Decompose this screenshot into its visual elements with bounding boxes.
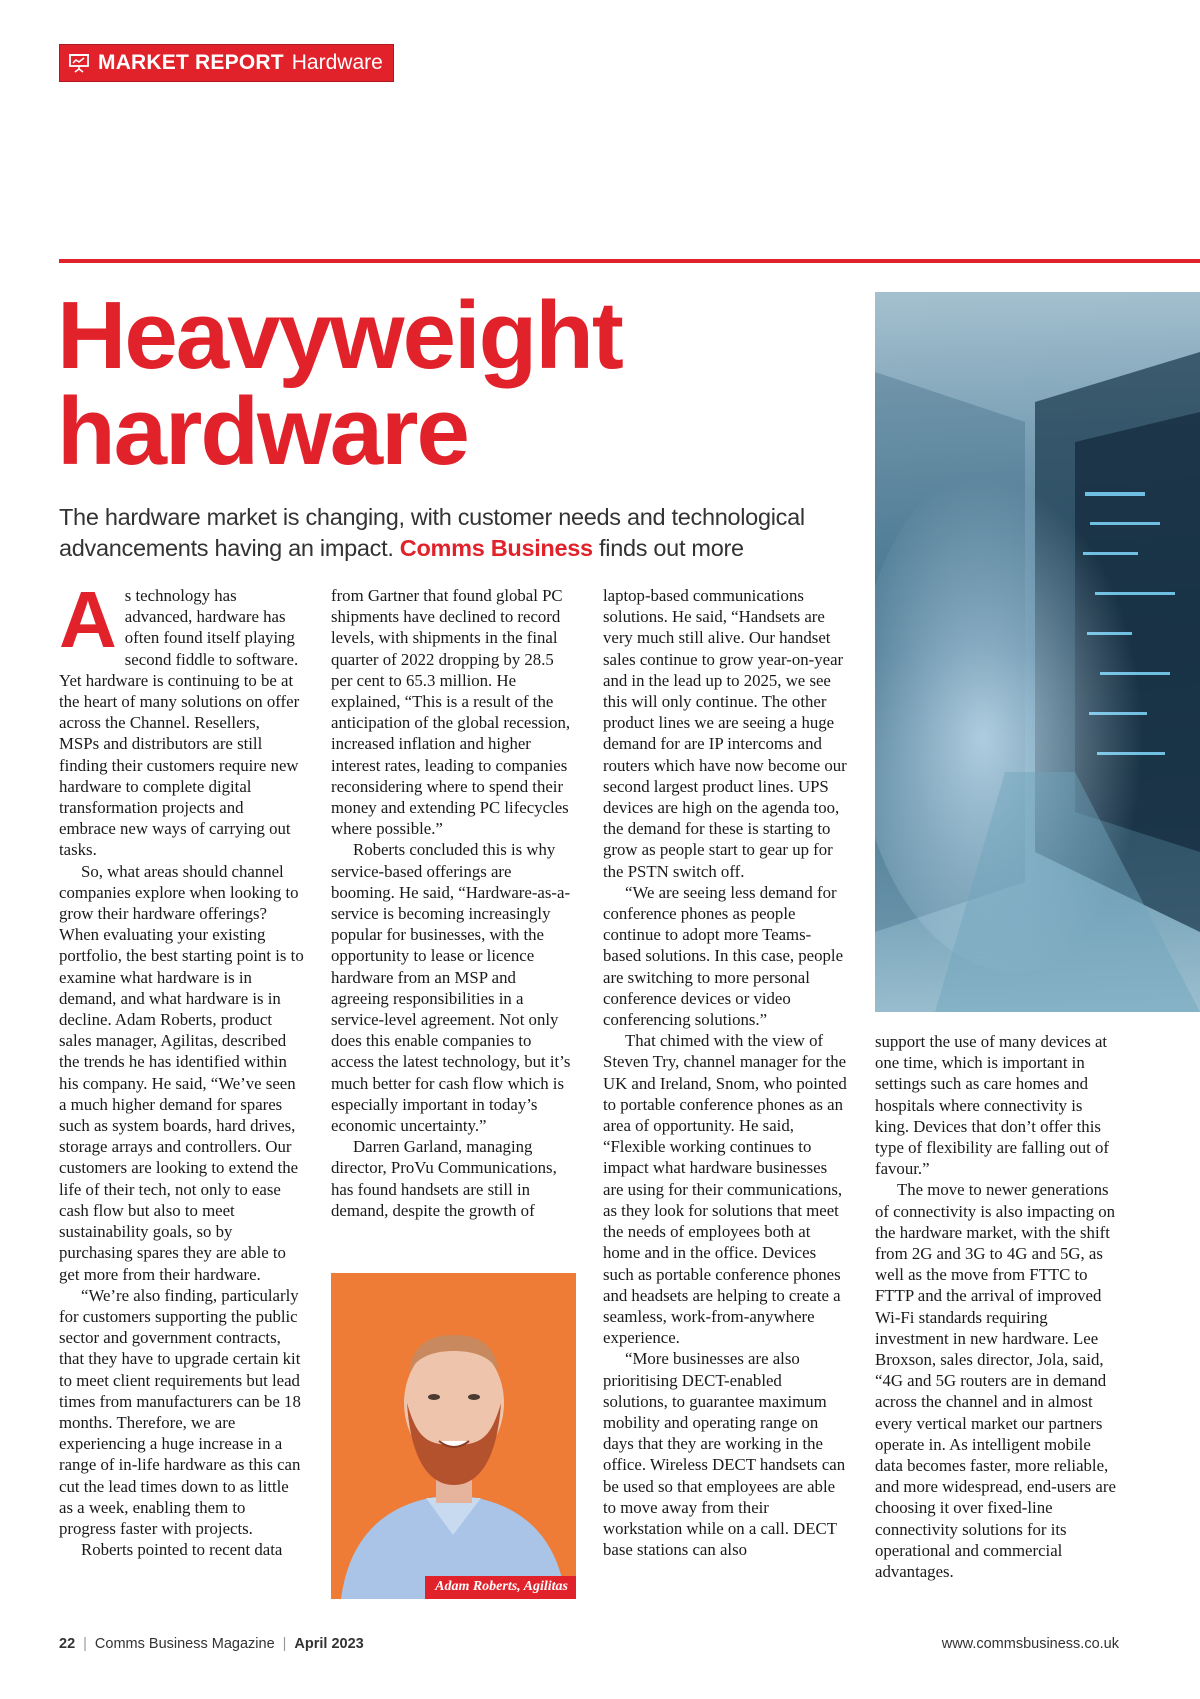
article-paragraph: “We’re also finding, particularly for customers supporting the public sector and government contracts, that they have to upgrade certain kit to meet client requirements but lead times from manufacturers can be 18 months. Therefore, we are experiencing a huge increase in a range of in-life hardware as this can cut the lead times down to as little as a week, enabling them to progress faster with projects.	[59, 1285, 301, 1538]
article-paragraph: from Gartner that found global PC shipments have declined to record levels, with shipments in the final quarter of 2022 dropping by 28.5 per cent to 65.3 million. He explained, “This is a result of the anticipation of the global recession, increased inflation and higher interest rates, leading to companies reconsidering where to spend their money and extending PC lifecycles where possible.”	[331, 586, 571, 839]
presentation-board-icon	[68, 53, 90, 73]
article-column-4	[875, 1031, 1120, 1582]
article-paragraph: Darren Garland, managing director, ProVu Communications, has found handsets are still in demand, despite the growth of	[331, 1137, 557, 1220]
article-paragraph	[59, 575, 304, 861]
article-paragraph: That chimed with the view of Steven Try, channel manager for the UK and Ireland, Snom, who pointed to portable conference phones as an area of opportunity. He said, “Flexible working continues to impact what hardware businesses are using for their communications, as they look for solutions that meet the needs of employees both at home and in the office. Devices such as portable conference phones and headsets are helping to create a seamless, work-from-anywhere experience.	[603, 1031, 847, 1348]
article-paragraph: Roberts pointed to recent data	[81, 1540, 283, 1560]
standfirst	[59, 502, 819, 564]
page-number: 22	[59, 1636, 76, 1652]
standfirst-brand: Comms Business	[399, 535, 593, 561]
person-portrait-illustration	[331, 1273, 576, 1599]
issue-date: April 2023	[294, 1636, 364, 1652]
article-paragraph: So, what areas should channel companies explore when looking to grow their hardware offerings? When evaluating your existing portfolio, the best starting point is to examine what hardware is in demand, and what hardware is in decline. Adam Roberts, product sales manager, Agilitas, described the trends he has identified within his company. He said, “We’ve seen a much higher demand for spares such as system boards, hard drives, storage arrays and controllers. Our customers are looking to extend the life of their tech, not only to ease cash flow but also to meet sustainability goals, so by purchasing spares they are able to get more from their hardware.	[59, 861, 304, 1284]
article-paragraph: “More businesses are also prioritising DECT-enabled solutions, to guarantee maximum mobility and operating range on days that they are working in the office. Wireless DECT handsets can be used so that employees are able to move away from their workstation while on a call. DECT base stations can also	[603, 1349, 846, 1560]
article-column-3	[603, 585, 848, 1560]
standfirst-tail: finds out more	[599, 535, 744, 561]
headline-line-2: hardware	[57, 378, 468, 485]
standfirst-text: The hardware market is changing, with customer needs and technological advancements having an impact.	[59, 504, 805, 561]
headline	[57, 282, 837, 485]
page-footer	[59, 1636, 1119, 1652]
article-column-1	[59, 575, 304, 1560]
magazine-name: Comms Business Magazine	[94, 1636, 275, 1652]
section-label: MARKET REPORT	[98, 51, 284, 74]
article-paragraph: The move to newer generations of connectivity is also impacting on the hardware market, with the shift from 2G and 3G to 4G and 5G, as well as the move from FTTC to FTTP and the arrival of improved Wi-Fi standards requiring investment in new hardware. Lee Broxson, sales director, Jola, said, “4G and 5G routers are in demand across the channel and in almost every vertical market our partners operate in. As intelligent mobile data becomes faster, more reliable, and more widespread, end-users are choosing it over fixed-line connectivity solutions for its operational and commercial advantages.	[875, 1180, 1116, 1582]
paragraph-text: s technology has advanced, hardware has often found itself playing second fiddle to software. Yet hardware is continuing to be at the heart of many solutions on offer across the Channel. Resellers, MSPs and distributors are still finding their customers require new hardware to complete digital transformation projects and embrace new ways of carrying out tasks.	[59, 586, 300, 860]
article-paragraph: laptop-based communications solutions. He said, “Handsets are very much still alive. Our handset sales continue to grow year-on-year and in the lead up to 2025, we see this will only continue. The other product lines we are seeing a huge demand for are IP intercoms and routers which have now become our second largest product lines. UPS devices are high on the agenda too, the demand for these is starting to grow as people start to gear up for the PSTN switch off.	[603, 586, 847, 881]
footer-separator: |	[282, 1636, 287, 1652]
dropcap: A	[59, 575, 117, 664]
headline-line-1: Heavyweight	[57, 282, 622, 389]
article-column-2	[331, 585, 576, 1221]
website-url: www.commsbusiness.co.uk	[941, 1636, 1119, 1652]
article-paragraph: “We are seeing less demand for conference phones as people continue to adopt more Teams-based solutions. In this case, people are switching to more personal conference devices or video conferencing solutions.”	[603, 882, 844, 1030]
data-center-illustration	[875, 292, 1200, 1012]
hero-photo	[875, 292, 1200, 1012]
article-paragraph: Roberts concluded this is why service-based offerings are booming. He said, “Hardware-as-a-service is becoming increasingly popular for businesses, with the opportunity to lease or licence hardware from an MSP and agreeing responsibilities in a service-level agreement. Not only does this enable companies to access the latest technology, but it’s much better for cash flow which is especially important in today’s economic uncertainty.”	[331, 840, 571, 1136]
header-rule	[59, 259, 1200, 263]
section-sublabel: Hardware	[291, 51, 383, 74]
portrait-caption: Adam Roberts, Agilitas	[425, 1576, 576, 1599]
section-tag	[59, 44, 394, 82]
footer-separator: |	[83, 1636, 87, 1652]
portrait-photo	[331, 1273, 576, 1599]
article-paragraph: support the use of many devices at one time, which is important in settings such as care homes and hospitals where connectivity is king. Devices that don’t offer this type of flexibility are falling out of favour.”	[875, 1032, 1109, 1179]
